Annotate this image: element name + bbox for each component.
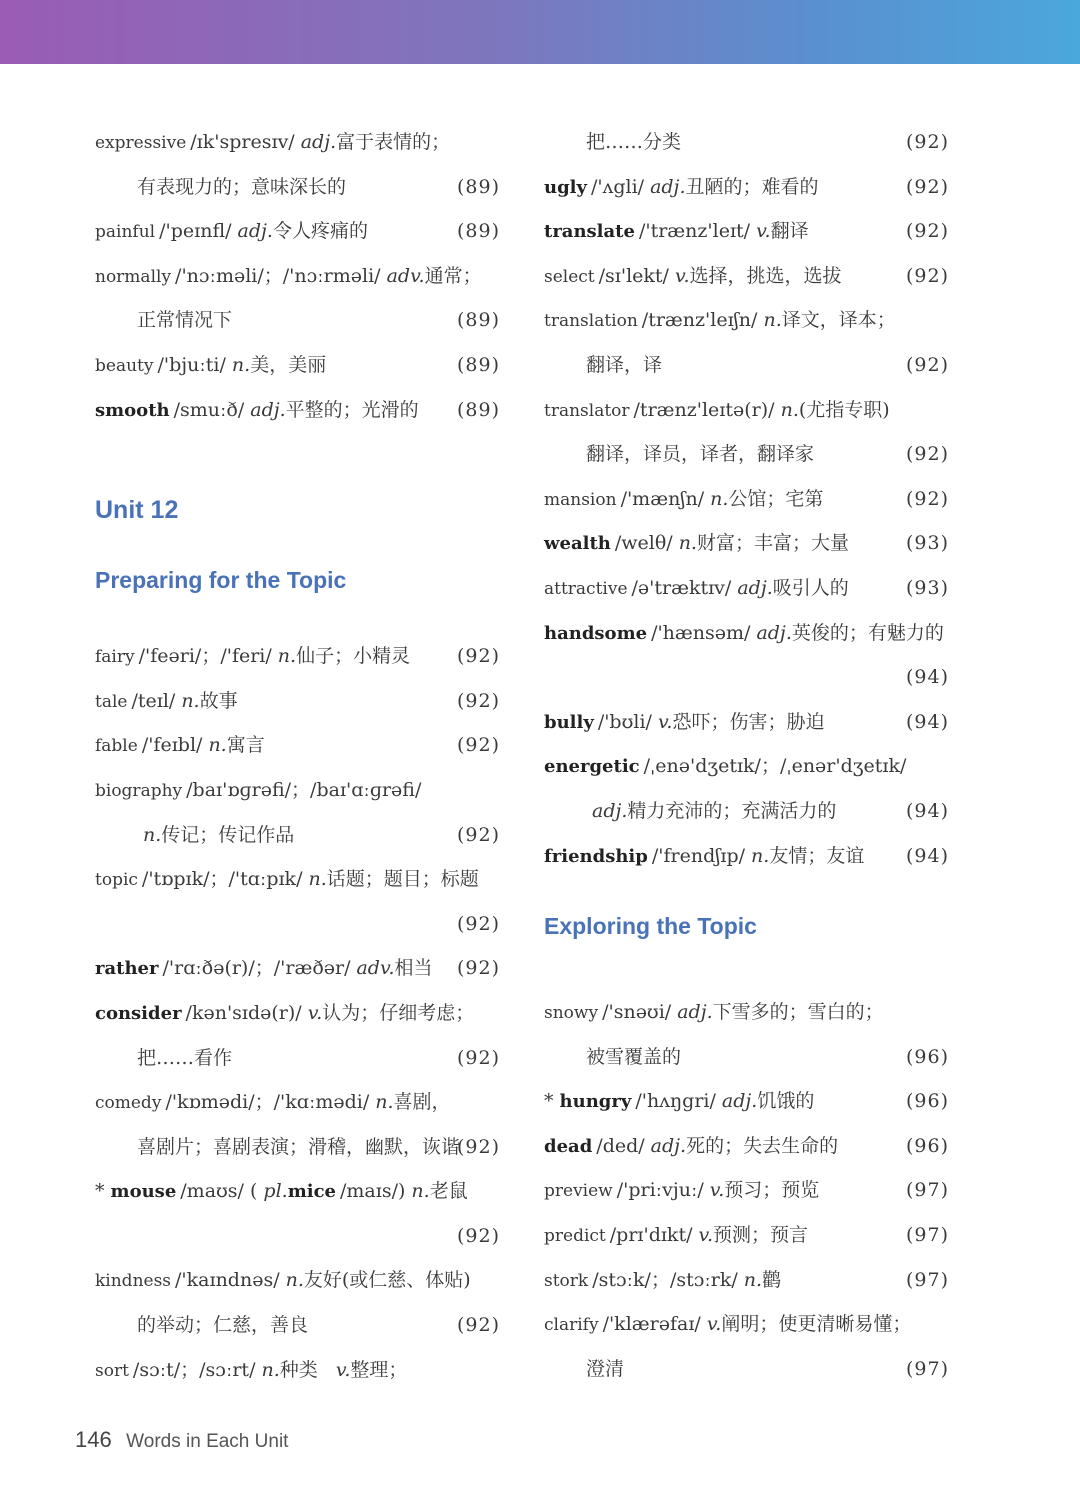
page-ref: (89) (456, 309, 500, 332)
unit-title: Unit 12 (95, 496, 179, 525)
vocab-line (95, 946, 500, 991)
headword: attractive (544, 578, 628, 599)
definition: 仙子；小精灵 (296, 645, 411, 668)
part-of-speech: n. (678, 532, 697, 555)
definition: 鹳 (762, 1268, 782, 1291)
definition: 恐吓；伤害；胁迫 (672, 710, 825, 733)
definition: 预习；预览 (724, 1179, 820, 1202)
vocab-line (544, 254, 949, 299)
headword: fable (95, 736, 138, 757)
phonetic: /'feɪbl/ (141, 734, 203, 757)
page-ref: (94) (905, 710, 949, 733)
part-of-speech: n. (710, 487, 729, 510)
part-of-speech: adj. (650, 175, 686, 198)
vocab-line (544, 521, 949, 566)
top-color-band (0, 0, 1080, 64)
headword: painful (95, 222, 156, 243)
definition: 英俊的；有魅力的 (791, 621, 944, 644)
vocab-line (95, 991, 500, 1036)
page-ref: (93) (905, 532, 949, 555)
phonetic: /smuːð/ (173, 398, 245, 421)
phonetic: /ɪk'spresɪv/ (190, 131, 295, 153)
headword: kindness (95, 1271, 172, 1292)
page-ref: (89) (456, 175, 500, 198)
part-of-speech: v. (709, 1179, 725, 1202)
definition: 下雪多的；雪白的； (712, 1001, 884, 1024)
part-of-speech: n. (208, 734, 227, 757)
part-of-speech: v. (674, 264, 690, 287)
vocab-line (95, 902, 500, 947)
vocab-line (544, 388, 949, 433)
page-ref: (92) (905, 353, 949, 376)
headword: consider (95, 1002, 182, 1024)
part-of-speech: adj. (677, 1001, 713, 1024)
definition: 精力充沛的；充满活力的 (627, 799, 837, 822)
part-of-speech: n. (411, 1180, 430, 1203)
vocab-line (544, 1168, 949, 1213)
vocab-line (95, 1348, 500, 1393)
page-ref: (92) (456, 734, 500, 757)
phonetic: /'ʌgli/ (590, 175, 645, 198)
star-mark: * (544, 1090, 554, 1113)
part-of-speech: n. (780, 398, 799, 421)
headword: bully (544, 711, 594, 733)
vocab-line (95, 120, 500, 165)
page-ref: (97) (905, 1179, 949, 1202)
headword: topic (95, 870, 138, 891)
part-of-speech: adj. (650, 1134, 687, 1157)
definition: 吸引人的 (772, 576, 849, 599)
headword: translation (544, 311, 638, 332)
part-of-speech: adj. (592, 799, 628, 822)
vocab-line (95, 679, 500, 724)
definition: 平整的；光滑的 (285, 398, 419, 421)
right-column (544, 120, 949, 1391)
definition: 通常； (424, 264, 482, 287)
definition: 公馆；宅第 (728, 487, 824, 510)
part-of-speech: v. (706, 1313, 722, 1336)
page-footer (75, 1422, 288, 1458)
phonetic: /'priːvjuː/ (616, 1179, 704, 1202)
definition: 有表现力的；意味深长的 (137, 175, 347, 198)
headword: expressive (95, 133, 187, 153)
definition: 的举动；仁慈，善良 (137, 1314, 309, 1337)
headword: rather (95, 958, 159, 980)
headword: comedy (95, 1093, 162, 1114)
page-number: 146 (75, 1427, 112, 1452)
phonetic: /'rɑːðə(r)/；/'ræðər/ (162, 957, 351, 980)
definition: (尤指专职) (798, 398, 890, 421)
vocab-line (95, 768, 500, 813)
page-ref: (94) (905, 666, 949, 689)
definition: 喜剧片；喜剧表演；滑稽，幽默，诙谐 (137, 1135, 461, 1158)
definition: 预测；预言 (713, 1224, 809, 1247)
phonetic: /prɪ'dɪkt/ (609, 1224, 693, 1247)
plural-word: mice (287, 1181, 336, 1203)
page-ref: (92) (905, 131, 949, 153)
page-ref: (94) (905, 844, 949, 867)
phonetic: /sɔːt/；/sɔːrt/ (132, 1358, 256, 1381)
definition: 译文，译本； (781, 309, 896, 332)
page-ref: (97) (905, 1224, 949, 1247)
vocab-line (544, 432, 949, 477)
vocab-line (544, 789, 949, 834)
definition: 认为；仔细考虑； (322, 1001, 475, 1024)
definition: 翻译，译 (586, 353, 663, 376)
phonetic: /trænz'leɪʃn/ (641, 309, 758, 332)
vocab-line (95, 1214, 500, 1259)
definition: 翻译，译员，译者，翻译家 (586, 443, 815, 466)
phonetic: /stɔːk/；/stɔːrk/ (592, 1268, 738, 1291)
page-ref: (92) (456, 689, 500, 712)
vocab-line (95, 1125, 500, 1170)
vocab-line (95, 813, 500, 858)
vocab-line (544, 120, 949, 165)
page-ref: (92) (456, 957, 500, 980)
page-ref: (92) (905, 443, 949, 466)
phonetic: /'nɔːməli/；/'nɔːrməli/ (175, 264, 381, 287)
headword: fairy (95, 647, 135, 668)
page-ref: (97) (905, 1268, 949, 1291)
vocab-line (95, 1080, 500, 1125)
definition: 饥饿的 (757, 1090, 815, 1113)
phonetic: /welθ/ (614, 532, 673, 555)
definition: 财富；丰富；大量 (696, 532, 849, 555)
part-of-speech: adj. (250, 398, 286, 421)
definition: 死的；失去生命的 (686, 1134, 839, 1157)
phonetic: /ded/ (596, 1134, 645, 1157)
definition: 把……看作 (137, 1046, 233, 1069)
definition: 寓言 (226, 734, 265, 757)
phonetic: /trænz'leɪtə(r)/ (633, 398, 775, 421)
right-entries-exploring (544, 990, 949, 1391)
definition: 丑陋的；难看的 (685, 175, 819, 198)
part-of-speech: v. (307, 1001, 323, 1024)
star-mark: * (95, 1180, 105, 1203)
section-title-preparing: Preparing for the Topic (95, 567, 347, 594)
page-ref: (92) (905, 264, 949, 287)
headword: biography (95, 780, 183, 801)
page-ref: (89) (456, 353, 500, 376)
page-ref: (93) (905, 576, 949, 599)
vocab-line (544, 990, 949, 1035)
phonetic: /sɪ'lekt/ (598, 264, 669, 287)
plural-label: pl. (263, 1180, 288, 1203)
phonetic: /baɪ'ɒɡrəfi/；/baɪ'ɑːɡrəfi/ (186, 778, 422, 801)
definition: 话题；题目；标题 (326, 868, 479, 891)
left-column (95, 120, 500, 1392)
part-of-speech: adj. (237, 220, 273, 243)
page-ref: (92) (456, 912, 500, 935)
page-ref: (92) (456, 1314, 500, 1337)
headword: preview (544, 1181, 613, 1202)
part-of-speech: n. (277, 645, 297, 668)
vocab-line (95, 634, 500, 679)
vocab-line (544, 700, 949, 745)
headword: snowy (544, 1003, 599, 1024)
vocab-line (544, 744, 949, 789)
page-ref: (92) (905, 487, 949, 510)
phonetic: /'tɒpɪk/；/'tɑːpɪk/ (141, 868, 303, 891)
page-ref: (92) (456, 1135, 500, 1158)
part-of-speech: n. (285, 1269, 304, 1292)
part-of-speech: adv. (386, 264, 425, 287)
definition: 选择，挑选，选拔 (689, 264, 842, 287)
phonetic: /'kaɪndnəs/ (175, 1269, 280, 1292)
phonetic: /'bjuːti/ (157, 353, 226, 376)
headword: friendship (544, 845, 648, 867)
vocab-line (95, 165, 500, 210)
vocab-line (544, 209, 949, 254)
phonetic: /'mænʃn/ (620, 487, 705, 510)
vocab-line (95, 298, 500, 343)
headword: energetic (544, 756, 640, 778)
headword: smooth (95, 399, 170, 421)
definition: 传记；传记作品 (161, 823, 295, 846)
vocab-line (95, 1036, 500, 1081)
page-ref: (92) (456, 645, 500, 668)
vocab-line (544, 165, 949, 210)
page-ref: (92) (905, 175, 949, 198)
vocab-line (95, 1303, 500, 1348)
part-of-speech: n. (231, 353, 251, 376)
phonetic: /'hʌŋgri/ (635, 1090, 716, 1113)
vocab-line (544, 1258, 949, 1303)
definition: 翻译 (770, 220, 809, 243)
page-ref: (96) (905, 1090, 949, 1113)
page-ref: (97) (905, 1357, 949, 1380)
headword: handsome (544, 622, 648, 644)
phonetic: /maʊs/ (180, 1180, 244, 1203)
definition: 把……分类 (586, 131, 682, 153)
page-ref: (92) (456, 1224, 500, 1247)
part-of-speech: adj. (300, 131, 337, 153)
vocab-line (95, 254, 500, 299)
left-entries-preparing (95, 634, 500, 1392)
definition: 老鼠 (429, 1180, 468, 1203)
part-of-speech: n. (143, 823, 162, 846)
page-ref: (96) (905, 1045, 949, 1068)
phonetic: /'feəri/；/'feri/ (138, 645, 272, 668)
phonetic: /'hænsəm/ (651, 621, 751, 644)
definition: 友好(或仁慈、体贴) (303, 1269, 471, 1292)
left-entries-unit11 (95, 120, 500, 432)
vocab-line (544, 477, 949, 522)
part-of-speech: adj. (721, 1090, 758, 1113)
headword: mouse (110, 1181, 177, 1203)
phonetic: /ˌenə'dʒetɪk/；/ˌenər'dʒetɪk/ (643, 755, 907, 778)
definition: 被雪覆盖的 (586, 1045, 682, 1068)
headword: mansion (544, 489, 617, 510)
headword: translator (544, 400, 630, 421)
definition: 种类 (279, 1358, 318, 1381)
footer-title: Words in Each Unit (126, 1431, 289, 1452)
vocab-line (544, 343, 949, 388)
definition: 友情；友谊 (769, 844, 865, 867)
headword: dead (544, 1135, 593, 1157)
phonetic: /'peɪnfl/ (159, 220, 232, 243)
vocab-line (544, 566, 949, 611)
part-of-speech: n. (375, 1091, 394, 1114)
part-of-speech: n. (763, 309, 782, 332)
phonetic: /kən'sɪdə(r)/ (185, 1001, 302, 1024)
page-ref: (92) (456, 823, 500, 846)
page-ref: (89) (456, 398, 500, 421)
vocab-line (95, 343, 500, 388)
part-of-speech: adj. (737, 576, 773, 599)
headword: sort (95, 1360, 129, 1381)
part-of-speech: n. (308, 868, 327, 891)
vocab-line (544, 1079, 949, 1124)
part-of-speech: adj. (756, 621, 792, 644)
part-of-speech: v. (756, 220, 771, 243)
headword: predict (544, 1226, 606, 1247)
phonetic: /teɪl/ (131, 689, 176, 712)
headword: select (544, 266, 595, 287)
phonetic: /'trænz'leɪt/ (638, 220, 751, 243)
headword: stork (544, 1270, 589, 1291)
page-ref: (94) (905, 799, 949, 822)
vocab-line (544, 655, 949, 700)
vocab-line: * mouse /maʊs/ ( pl.mice /maɪs/) n.老鼠 (95, 1180, 468, 1203)
phonetic: /'frendʃɪp/ (651, 844, 746, 867)
vocab-line (544, 1213, 949, 1258)
page-ref: (92) (456, 1046, 500, 1069)
right-entries-preparing (544, 120, 949, 878)
definition: 相当 (394, 957, 433, 980)
vocab-line (544, 298, 949, 343)
part-of-speech: n. (181, 689, 200, 712)
headword: ugly (544, 176, 587, 198)
part-of-speech: v. (657, 710, 673, 733)
page-ref: (96) (905, 1134, 949, 1157)
part-of-speech: v. (698, 1224, 714, 1247)
section-title-exploring: Exploring the Topic (544, 913, 757, 940)
headword: translate (544, 221, 635, 243)
part-of-speech: v. (335, 1358, 351, 1381)
headword: beauty (95, 355, 154, 376)
headword: normally (95, 266, 172, 287)
phonetic: /'bʊli/ (597, 710, 652, 733)
phonetic: /'kɒmədi/；/'kɑːmədi/ (165, 1091, 370, 1114)
definition: 令人疼痛的 (272, 220, 368, 243)
plural-phonetic: /maɪs/ (340, 1180, 398, 1203)
part-of-speech: adv. (356, 957, 395, 980)
vocab-line (95, 857, 500, 902)
definition: 喜剧， (393, 1091, 451, 1114)
vocab-line (544, 611, 949, 656)
part-of-speech: n. (751, 844, 770, 867)
definition: 澄清 (586, 1357, 625, 1380)
part-of-speech: n. (261, 1358, 280, 1381)
definition: 正常情况下 (137, 309, 233, 332)
vocab-line (544, 1347, 949, 1392)
vocab-line (95, 1258, 500, 1303)
phonetic: /'snəʊi/ (602, 1001, 672, 1024)
headword: clarify (544, 1315, 599, 1336)
headword: wealth (544, 533, 611, 555)
definition: 故事 (199, 689, 238, 712)
headword: tale (95, 691, 128, 712)
headword: hungry (559, 1091, 632, 1113)
vocab-line (95, 388, 500, 433)
definition: 阐明；使更清晰易懂； (721, 1313, 912, 1336)
vocab-line (544, 1124, 949, 1169)
vocab-line (544, 1302, 949, 1347)
vocab-line (544, 1035, 949, 1080)
page-ref: (92) (905, 220, 949, 243)
definition: 富于表情的； (336, 131, 451, 153)
phonetic: /'klærəfaɪ/ (602, 1313, 701, 1336)
vocab-line (544, 834, 949, 879)
phonetic: /ə'træktɪv/ (631, 576, 732, 599)
part-of-speech: n. (743, 1268, 763, 1291)
definition: 整理； (350, 1358, 408, 1381)
vocab-line (95, 209, 500, 254)
page-ref: (89) (456, 220, 500, 243)
vocab-line (95, 723, 500, 768)
definition: 美，美丽 (250, 353, 327, 376)
